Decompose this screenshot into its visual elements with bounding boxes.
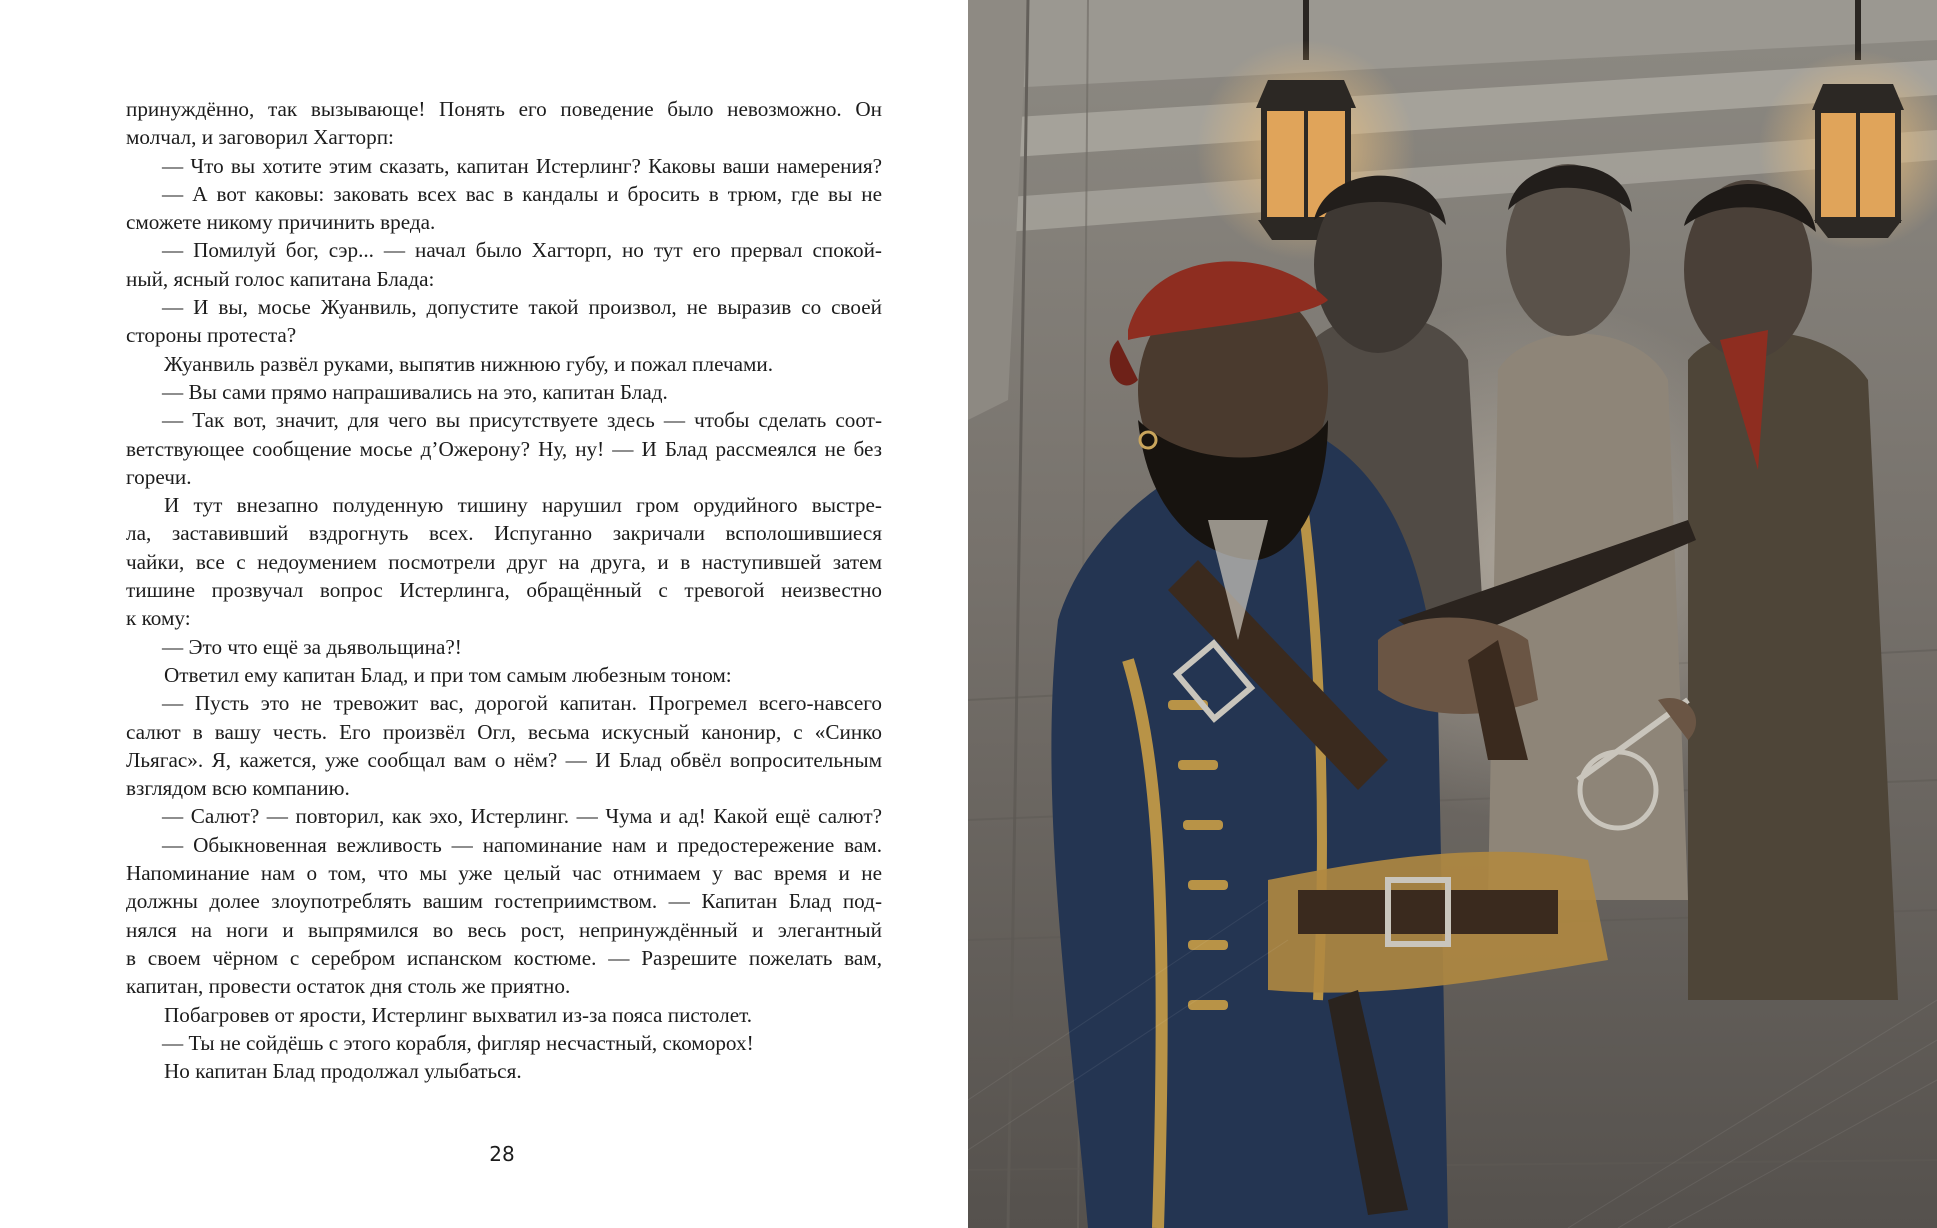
text-line: — Салют? — повторил, как эхо, Истерлинг. — Чума и ад! Какой ещё салют?	[162, 804, 882, 829]
text-line: — Вы сами прямо напрашивались на это, капитан Блад.	[162, 379, 668, 404]
text-line: Но капитан Блад продолжал улыбаться.	[164, 1059, 522, 1084]
text-line: ный, ясный голос капитана Блада:	[126, 266, 435, 291]
text-line: стороны протеста?	[126, 323, 297, 348]
text-line: — И вы, мосье Жуанвиль, допустите такой произвол, не выразив со своей	[162, 295, 882, 320]
text-line: — Обыкновенная вежливость — напоминание нам и предостережение вам.	[162, 832, 882, 857]
illustration	[968, 0, 1937, 1228]
text-line: к кому:	[126, 606, 191, 631]
text-line: Напоминание нам о том, что мы уже целый час отнимаем у вас время и не	[126, 861, 882, 886]
text-line: нялся на ноги и выпрямился во весь рост, непринуждённый и элегантный	[126, 917, 882, 942]
page-number: 28	[489, 1142, 515, 1166]
text-line: принуждённо, так вызывающе! Понять его поведение было невозможно. Он	[126, 97, 882, 121]
text-line: чайки, все с недоумением посмотрели друг на друга, и в наступившей затем	[126, 549, 882, 574]
text-line: в своем чёрном с серебром испанском костюме. — Разрешите пожелать вам,	[126, 945, 882, 970]
text-line: должны долее злоупотреблять вашим гостеприимством. — Капитан Блад под-	[126, 889, 882, 914]
text-line: ла, заставивший вздрогнуть всех. Испуганно закричали всполошившиеся	[126, 521, 882, 546]
text-line: взглядом всю компанию.	[126, 776, 350, 801]
text-line: капитан, провести остаток дня столь же приятно.	[126, 974, 571, 999]
text-line: Льягас». Я, кажется, уже сообщал вам о нём? — И Блад обвёл вопросительным	[126, 747, 882, 772]
text-line: горечи.	[126, 464, 192, 489]
text-line: И тут внезапно полуденную тишину нарушил гром орудийного выстре-	[164, 493, 882, 518]
text-page	[0, 0, 968, 1228]
text-line: Побагровев от ярости, Истерлинг выхватил из-за пояса пистолет.	[164, 1002, 753, 1027]
text-line: салют в вашу честь. Его произвёл Огл, весьма искусный канонир, с «Синко	[126, 719, 882, 744]
story-text	[126, 95, 882, 1085]
text-line: ветствующее сообщение мосье д’Ожерону? Ну, ну! — И Блад рассмеялся не без	[126, 436, 882, 461]
text-line: — Ты не сойдёшь с этого корабля, фигляр несчастный, скоморох!	[162, 1030, 754, 1055]
text-line: сможете никому причинить вреда.	[126, 210, 436, 235]
text-line: — А вот каковы: заковать всех вас в кандалы и бросить в трюм, где вы не	[162, 181, 882, 206]
text-line: молчал, и заговорил Хагторп:	[126, 125, 394, 150]
text-line: Жуанвиль развёл руками, выпятив нижнюю губу, и пожал плечами.	[164, 351, 774, 376]
text-line: — Помилуй бог, сэр... — начал было Хагторп, но тут его прервал спокой-	[162, 238, 882, 263]
text-line: тишине прозвучал вопрос Истерлинга, обращённый с тревогой неизвестно	[126, 578, 882, 603]
text-line: — Так вот, значит, для чего вы присутствуете здесь — чтобы сделать соот-	[162, 408, 882, 433]
text-line: Ответил ему капитан Блад, и при том самым любезным тоном:	[164, 662, 732, 687]
text-line: — Пусть это не тревожит вас, дорогой капитан. Прогремел всего-навсего	[162, 691, 882, 716]
text-line: — Это что ещё за дьявольщина?!	[162, 634, 462, 659]
text-line: — Что вы хотите этим сказать, капитан Истерлинг? Каковы ваши намерения?	[162, 153, 882, 178]
